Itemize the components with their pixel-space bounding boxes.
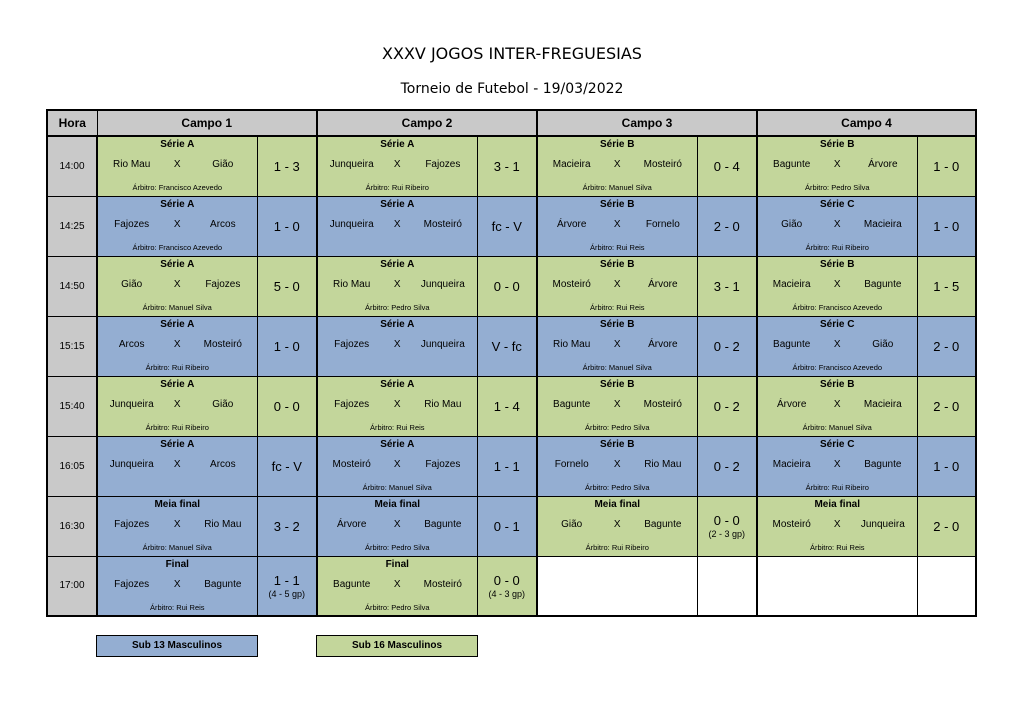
match-score: 5 - 0 <box>273 278 300 294</box>
referee: Árbitro: Manuel Silva <box>142 543 212 552</box>
score-cell <box>917 496 976 556</box>
away-team: Mosteiró <box>643 399 682 410</box>
match-series: Série B <box>600 199 635 210</box>
referee: Árbitro: Rui Ribeiro <box>145 363 209 372</box>
home-team: Mosteiró <box>332 459 371 470</box>
away-team: Árvore <box>648 279 678 290</box>
match-cell <box>97 376 257 436</box>
away-team: Macieira <box>863 399 902 410</box>
header-hora: Hora <box>47 110 97 136</box>
schedule-row <box>47 556 976 616</box>
match-cell <box>537 136 697 196</box>
home-team: Gião <box>561 519 583 530</box>
legend-sub13: Sub 13 Masculinos <box>96 635 258 657</box>
match-score: V - fc <box>491 338 522 354</box>
match-series: Série C <box>820 319 855 330</box>
schedule-row <box>47 436 976 496</box>
score-cell <box>697 376 757 436</box>
away-team: Gião <box>872 339 894 350</box>
match-cell <box>757 436 917 496</box>
score-cell <box>257 496 317 556</box>
header-campo-4: Campo 4 <box>757 110 976 136</box>
referee: Árbitro: Pedro Silva <box>584 423 650 432</box>
versus-mark: X <box>833 519 841 530</box>
match-score: 1 - 0 <box>933 158 960 174</box>
time-cell: 14:50 <box>47 256 97 316</box>
schedule-row <box>47 376 976 436</box>
referee: Árbitro: Pedro Silva <box>364 602 430 612</box>
match-cell <box>757 196 917 256</box>
match-score: 2 - 0 <box>933 518 960 534</box>
referee: Árbitro: Rui Ribeiro <box>365 183 429 193</box>
schedule-table <box>46 109 977 617</box>
home-team: Bagunte <box>773 339 811 350</box>
referee: Árbitro: Pedro Silva <box>804 183 870 193</box>
versus-mark: X <box>613 159 621 171</box>
match-cell <box>537 196 697 256</box>
match-series: Série B <box>600 259 635 270</box>
match-cell <box>757 316 917 376</box>
home-team: Gião <box>781 219 803 230</box>
versus-mark: X <box>833 159 841 171</box>
referee: Árbitro: Rui Ribeiro <box>805 483 869 492</box>
match-score: 1 - 0 <box>933 218 960 234</box>
match-score: 0 - 0 <box>273 398 300 414</box>
match-cell <box>97 136 257 196</box>
match-cell <box>757 496 917 556</box>
versus-mark: X <box>173 459 181 470</box>
referee: Árbitro: Manuel Silva <box>582 363 652 372</box>
match-score: 0 - 0 <box>713 513 740 528</box>
header-campo-1: Campo 1 <box>97 110 317 136</box>
referee: Árbitro: Rui Ribeiro <box>805 243 869 252</box>
away-team: Mosteiró <box>423 219 462 230</box>
match-score: 1 - 1 <box>493 458 520 474</box>
home-team: Fajozes <box>334 339 370 350</box>
score-cell <box>257 376 317 436</box>
match-series: Série A <box>160 379 195 390</box>
match-series: Série A <box>380 379 415 390</box>
match-cell <box>757 556 917 616</box>
away-team: Bagunte <box>864 459 902 470</box>
referee: Árbitro: Manuel Silva <box>802 423 872 432</box>
match-score: 2 - 0 <box>713 218 740 234</box>
versus-mark: X <box>613 399 621 410</box>
match-series: Série C <box>820 199 855 210</box>
match-series: Série C <box>820 439 855 450</box>
legend-sub16: Sub 16 Masculinos <box>316 635 478 657</box>
score-cell <box>697 316 757 376</box>
score-cell <box>477 376 537 436</box>
score-cell <box>917 316 976 376</box>
match-cell <box>317 376 477 436</box>
home-team: Árvore <box>556 219 587 230</box>
match-series: Final <box>165 558 189 570</box>
home-team: Junqueira <box>109 399 154 410</box>
versus-mark: X <box>833 219 841 230</box>
home-team: Macieira <box>772 459 811 470</box>
versus-mark: X <box>613 219 621 230</box>
score-cell <box>697 256 757 316</box>
away-team: Bagunte <box>644 519 682 530</box>
away-team: Gião <box>212 159 234 171</box>
score-cell <box>697 196 757 256</box>
score-cell <box>477 316 537 376</box>
versus-mark: X <box>833 459 841 470</box>
match-series: Série A <box>160 199 195 210</box>
score-cell <box>257 196 317 256</box>
versus-mark: X <box>613 459 621 470</box>
away-team: Mosteiró <box>203 339 242 350</box>
match-series: Série A <box>160 139 195 151</box>
match-cell <box>97 196 257 256</box>
home-team: Fajozes <box>334 399 370 410</box>
versus-mark: X <box>393 339 401 350</box>
versus-mark: X <box>613 279 621 290</box>
score-cell <box>697 496 757 556</box>
match-series: Série B <box>600 319 635 330</box>
match-score: fc - V <box>271 458 302 474</box>
referee: Árbitro: Manuel Silva <box>582 183 652 193</box>
schedule-row <box>47 256 976 316</box>
match-series: Série A <box>380 439 415 450</box>
referee: Árbitro: Manuel Silva <box>362 483 432 492</box>
match-cell <box>537 436 697 496</box>
referee: Árbitro: Rui Reis <box>369 423 425 432</box>
score-cell <box>257 256 317 316</box>
away-team: Rio Mau <box>644 459 682 470</box>
match-cell <box>757 376 917 436</box>
away-team: Gião <box>212 399 234 410</box>
match-series: Série A <box>380 259 415 270</box>
match-series: Série B <box>820 259 855 270</box>
schedule-row <box>47 316 976 376</box>
page-title: XXXV JOGOS INTER-FREGUESIAS <box>382 44 642 63</box>
score-cell <box>257 556 317 616</box>
match-series: Meia final <box>154 499 201 510</box>
match-cell <box>317 496 477 556</box>
home-team: Mosteiró <box>552 279 591 290</box>
match-series: Série B <box>600 439 635 450</box>
versus-mark: X <box>173 159 181 171</box>
score-cell <box>917 196 976 256</box>
match-score: 1 - 0 <box>933 458 960 474</box>
away-team: Rio Mau <box>204 519 242 530</box>
match-series: Série A <box>160 439 195 450</box>
match-score: 1 - 0 <box>273 218 300 234</box>
match-cell <box>317 256 477 316</box>
match-cell <box>537 256 697 316</box>
match-cell <box>757 256 917 316</box>
match-cell <box>317 316 477 376</box>
home-team: Fajozes <box>114 578 150 590</box>
away-team: Árvore <box>648 339 678 350</box>
match-series: Série A <box>380 199 415 210</box>
match-cell <box>757 136 917 196</box>
match-score: 1 - 5 <box>933 278 960 294</box>
match-score: 3 - 1 <box>713 278 740 294</box>
match-cell <box>97 496 257 556</box>
page-subtitle: Torneio de Futebol - 19/03/2022 <box>400 81 624 97</box>
versus-mark: X <box>393 578 401 590</box>
versus-mark: X <box>173 279 181 290</box>
referee: Árbitro: Rui Reis <box>589 303 645 312</box>
home-team: Árvore <box>336 519 367 530</box>
referee: Árbitro: Pedro Silva <box>364 303 430 312</box>
away-team: Mosteiró <box>643 159 682 171</box>
match-series: Série B <box>820 379 855 390</box>
home-team: Rio Mau <box>553 339 591 350</box>
referee: Árbitro: Rui Reis <box>149 602 205 612</box>
versus-mark: X <box>173 219 181 230</box>
match-cell <box>97 436 257 496</box>
match-series: Série B <box>600 139 635 151</box>
time-cell: 14:00 <box>47 136 97 196</box>
header-campo-3: Campo 3 <box>537 110 757 136</box>
match-score: 2 - 0 <box>933 338 960 354</box>
home-team: Fajozes <box>114 219 150 230</box>
match-series: Série A <box>160 319 195 330</box>
referee: Árbitro: Francisco Azevedo <box>792 363 883 372</box>
away-team: Fornelo <box>645 219 680 230</box>
away-team: Fajozes <box>425 459 461 470</box>
away-team: Bagunte <box>204 578 242 590</box>
home-team: Arcos <box>118 339 145 350</box>
match-series: Série A <box>380 139 415 151</box>
versus-mark: X <box>833 399 841 410</box>
versus-mark: X <box>613 339 621 350</box>
home-team: Bagunte <box>553 399 591 410</box>
schedule-row <box>47 196 976 256</box>
score-cell <box>477 136 537 196</box>
time-cell: 17:00 <box>47 556 97 616</box>
home-team: Junqueira <box>329 159 374 171</box>
home-team: Bagunte <box>773 159 811 171</box>
versus-mark: X <box>173 339 181 350</box>
penalty-score: (2 - 3 gp) <box>708 529 745 539</box>
away-team: Fajozes <box>205 279 241 290</box>
home-team: Fornelo <box>554 459 589 470</box>
away-team: Arcos <box>210 219 236 230</box>
score-cell <box>917 556 976 616</box>
referee: Árbitro: Pedro Silva <box>364 543 430 552</box>
match-score: 0 - 4 <box>713 158 740 174</box>
match-series: Série B <box>820 139 855 151</box>
home-team: Fajozes <box>114 519 150 530</box>
score-cell <box>697 436 757 496</box>
score-cell <box>917 436 976 496</box>
score-cell <box>257 436 317 496</box>
away-team: Macieira <box>863 219 902 230</box>
match-cell <box>537 556 697 616</box>
away-team: Rio Mau <box>424 399 462 410</box>
score-cell <box>477 256 537 316</box>
penalty-score: (4 - 5 gp) <box>268 588 305 599</box>
match-score: 0 - 0 <box>493 572 520 588</box>
match-score: 0 - 2 <box>713 338 740 354</box>
referee: Árbitro: Manuel Silva <box>142 303 212 312</box>
schedule-row <box>47 136 976 196</box>
match-series: Série A <box>380 319 415 330</box>
versus-mark: X <box>173 519 181 530</box>
home-team: Bagunte <box>333 578 371 590</box>
home-team: Mosteiró <box>772 519 811 530</box>
match-score: 3 - 2 <box>273 518 300 534</box>
match-cell <box>317 436 477 496</box>
header-campo-2: Campo 2 <box>317 110 537 136</box>
referee: Árbitro: Francisco Azevedo <box>132 183 223 193</box>
versus-mark: X <box>393 519 401 530</box>
away-team: Junqueira <box>860 519 905 530</box>
versus-mark: X <box>393 279 401 290</box>
referee: Árbitro: Rui Reis <box>809 543 865 552</box>
score-cell <box>697 136 757 196</box>
match-series: Série B <box>600 379 635 390</box>
match-cell <box>97 556 257 616</box>
away-team: Fajozes <box>425 159 461 171</box>
match-series: Meia final <box>374 499 421 510</box>
match-score: 3 - 1 <box>493 158 520 174</box>
time-cell: 15:15 <box>47 316 97 376</box>
versus-mark: X <box>393 159 401 171</box>
match-score: 2 - 0 <box>933 398 960 414</box>
match-score: 1 - 4 <box>493 398 520 414</box>
penalty-score: (4 - 3 gp) <box>488 588 525 599</box>
away-team: Bagunte <box>864 279 902 290</box>
versus-mark: X <box>393 219 401 230</box>
home-team: Macieira <box>552 159 591 171</box>
away-team: Mosteiró <box>423 578 462 590</box>
score-cell <box>257 136 317 196</box>
match-series: Série A <box>160 259 195 270</box>
versus-mark: X <box>393 399 401 410</box>
time-cell: 16:05 <box>47 436 97 496</box>
versus-mark: X <box>393 459 401 470</box>
time-cell: 14:25 <box>47 196 97 256</box>
versus-mark: X <box>173 578 181 590</box>
referee: Árbitro: Rui Ribeiro <box>145 423 209 432</box>
match-cell <box>97 316 257 376</box>
away-team: Junqueira <box>420 279 465 290</box>
home-team: Junqueira <box>109 459 154 470</box>
match-score: 1 - 1 <box>273 572 300 588</box>
referee: Árbitro: Rui Reis <box>589 243 645 252</box>
header-row <box>47 110 976 136</box>
versus-mark: X <box>833 339 841 350</box>
home-team: Gião <box>121 279 143 290</box>
score-cell <box>477 196 537 256</box>
score-cell <box>477 496 537 556</box>
referee: Árbitro: Pedro Silva <box>584 483 650 492</box>
home-team: Rio Mau <box>113 159 151 171</box>
time-cell: 16:30 <box>47 496 97 556</box>
score-cell <box>477 436 537 496</box>
score-cell <box>697 556 757 616</box>
match-cell <box>537 496 697 556</box>
match-score: 0 - 2 <box>713 458 740 474</box>
match-cell <box>317 136 477 196</box>
away-team: Bagunte <box>424 519 462 530</box>
match-cell <box>317 556 477 616</box>
referee: Árbitro: Francisco Azevedo <box>132 243 223 252</box>
referee: Árbitro: Rui Ribeiro <box>585 543 649 552</box>
match-series: Meia final <box>594 499 641 510</box>
score-cell <box>917 136 976 196</box>
away-team: Junqueira <box>420 339 465 350</box>
match-cell <box>317 196 477 256</box>
match-cell <box>537 376 697 436</box>
match-series: Final <box>385 558 409 570</box>
match-cell <box>97 256 257 316</box>
match-score: 1 - 3 <box>273 158 300 174</box>
match-score: fc - V <box>491 218 522 234</box>
time-cell: 15:40 <box>47 376 97 436</box>
versus-mark: X <box>833 279 841 290</box>
schedule-row <box>47 496 976 556</box>
score-cell <box>257 316 317 376</box>
match-cell <box>537 316 697 376</box>
match-score: 0 - 2 <box>713 398 740 414</box>
match-score: 0 - 1 <box>493 518 520 534</box>
home-team: Rio Mau <box>333 279 371 290</box>
score-cell <box>917 256 976 316</box>
away-team: Arcos <box>210 459 236 470</box>
referee: Árbitro: Francisco Azevedo <box>792 303 883 312</box>
home-team: Macieira <box>772 279 811 290</box>
score-cell <box>477 556 537 616</box>
match-score: 0 - 0 <box>493 278 520 294</box>
versus-mark: X <box>173 399 181 410</box>
match-score: 1 - 0 <box>273 338 300 354</box>
home-team: Junqueira <box>329 219 374 230</box>
versus-mark: X <box>613 519 621 530</box>
score-cell <box>917 376 976 436</box>
home-team: Árvore <box>776 399 807 410</box>
match-series: Meia final <box>814 499 861 510</box>
away-team: Árvore <box>868 159 898 171</box>
